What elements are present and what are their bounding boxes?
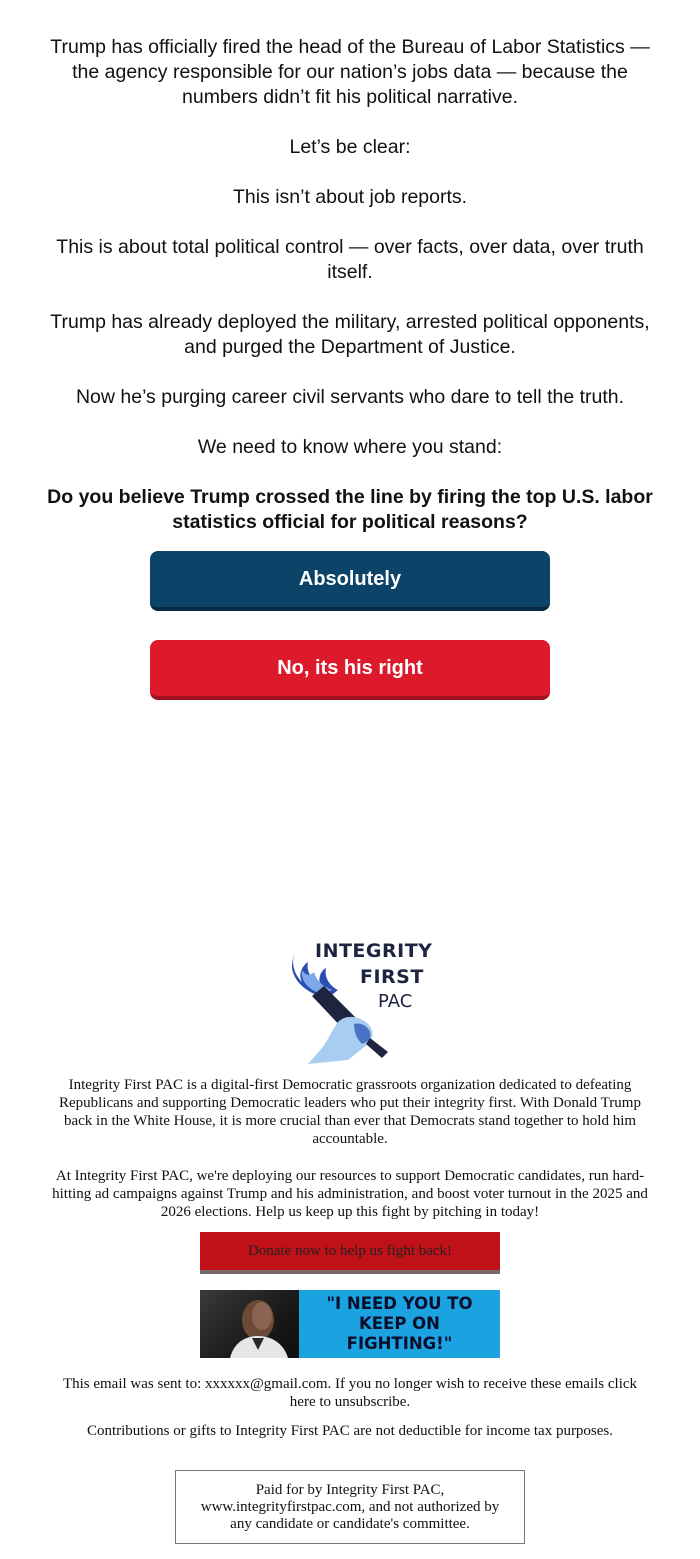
absolutely-button-label: Absolutely bbox=[298, 567, 402, 590]
about-paragraph-2: At Integrity First PAC, we're deploying our resources to support Democratic candidates, run hard-hitting ad campaigns against Trump and his administration, and boost voter turnout in the 2025 and 2026 elections. Help us keep up this fight by pitching in today! bbox=[52, 1168, 648, 1220]
absolutely-button[interactable] bbox=[150, 551, 550, 611]
body-paragraph-5: Trump has already deployed the military, arrested political opponents, and purged the Department of Justice. bbox=[50, 311, 650, 358]
logo-line-pac: PAC bbox=[378, 991, 413, 1012]
donate-button-label: Donate now to help us fight back! bbox=[247, 1242, 453, 1259]
body-paragraph-4: This is about total political control — over facts, over data, over truth itself. bbox=[56, 236, 644, 283]
tax-disclaimer: Contributions or gifts to Integrity First PAC are not deductible for income tax purposes. bbox=[86, 1423, 614, 1439]
poll-question: Do you believe Trump crossed the line by firing the top U.S. labor statistics official for political reasons? bbox=[47, 486, 653, 533]
keep-fighting-banner[interactable] bbox=[200, 1290, 500, 1358]
logo-line-integrity: INTEGRITY bbox=[315, 940, 433, 962]
body-paragraph-6: Now he’s purging career civil servants who dare to tell the truth. bbox=[75, 386, 625, 408]
body-paragraph-3: This isn’t about job reports. bbox=[232, 186, 468, 208]
unsubscribe-text[interactable]: This email was sent to: xxxxxx@gmail.com. If you no longer wish to receive these emails click here to unsubscribe. bbox=[62, 1376, 638, 1410]
integrity-first-pac-logo bbox=[288, 940, 433, 1065]
paid-for-disclaimer-box bbox=[175, 1470, 525, 1544]
logo-line-first: FIRST bbox=[360, 966, 424, 988]
donate-button[interactable] bbox=[200, 1232, 500, 1274]
paid-for-text: Paid for by Integrity First PAC, www.integrityfirstpac.com, and not authorized by any candidate or candidate's committee. bbox=[200, 1481, 500, 1532]
portrait-silhouette bbox=[200, 1290, 299, 1358]
banner-portrait-image bbox=[200, 1290, 299, 1358]
about-paragraph-1: Integrity First PAC is a digital-first Democratic grassroots organization dedicated to defeating Republicans and supporting Democratic leaders who put their integrity first. With Donald Trump back in the White House, it is more crucial than ever that Democrats stand together to hold him accountable. bbox=[59, 1077, 641, 1147]
no-button-label: No, its his right bbox=[277, 656, 423, 679]
body-paragraph-7: We need to know where you stand: bbox=[197, 436, 503, 458]
body-paragraph-2: Let’s be clear: bbox=[289, 136, 411, 158]
no-its-his-right-button[interactable] bbox=[150, 640, 550, 700]
banner-quote: "I NEED YOU TO KEEP ON FIGHTING!" bbox=[299, 1290, 500, 1358]
body-paragraph-1: Trump has officially fired the head of the Bureau of Labor Statistics — the agency responsible for our nation’s jobs data — because the numbers didn’t fit his political narrative. bbox=[50, 36, 650, 108]
